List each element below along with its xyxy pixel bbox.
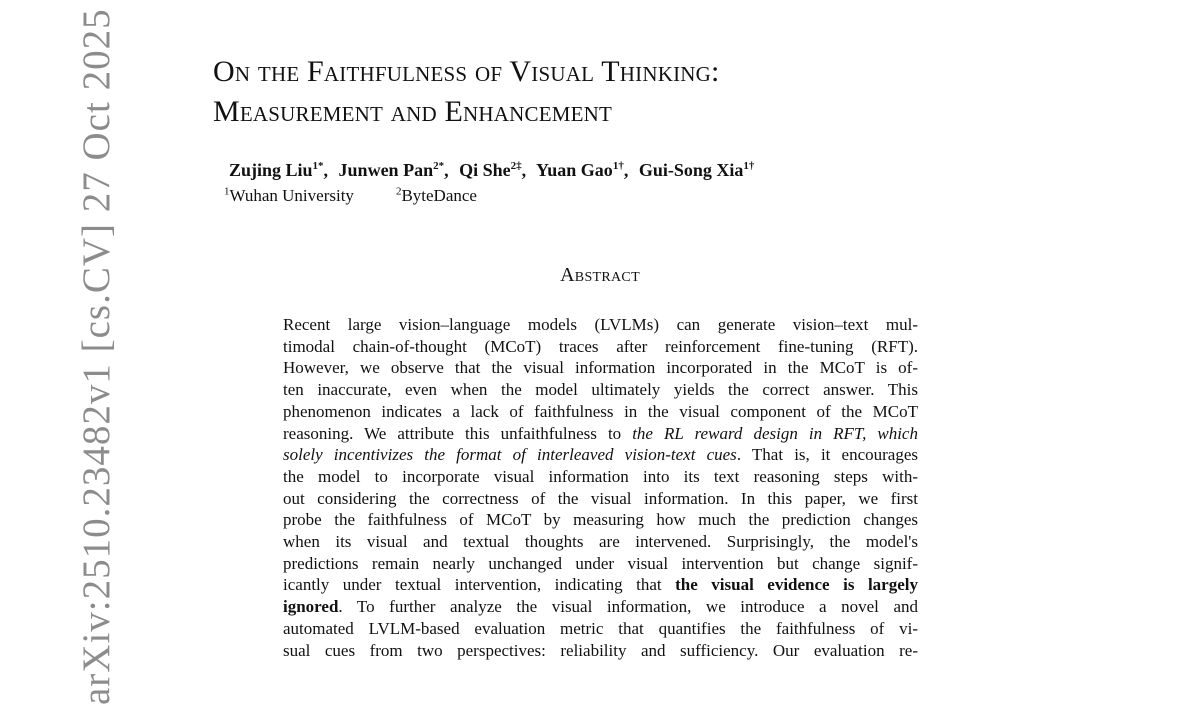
abstract-line <box>283 444 918 466</box>
paper-title-line-1: On the Faithfulness of Visual Thinking: <box>213 55 720 88</box>
affiliation: $^1$Wuhan University <box>224 185 354 205</box>
emphasis-text: solely incentivizes the format of interleaved vision-text cues <box>283 445 737 465</box>
author: Yuan Gao$^{1\dagger}$, <box>535 160 629 180</box>
text-span: . To further analyze the visual information, we introduce a novel and <box>338 597 918 617</box>
abstract-line <box>283 574 918 596</box>
text-span: . That is, it encourages <box>736 445 918 465</box>
bold-text: ignored <box>283 597 339 617</box>
text-span: probe the faithfulness of MCoT by measuring how much the prediction changes <box>283 510 918 530</box>
text-span: Recent large vision–language models (LVLMs) can generate vision–text mul- <box>283 315 918 334</box>
author: Zujing Liu$^{1*}$, <box>229 160 329 180</box>
text-span: icantly under textual intervention, indicating that <box>283 575 676 595</box>
author: Gui-Song Xia$^{1\dagger}$ <box>638 160 755 180</box>
text-span: sual cues from two perspectives: reliability and sufficiency. Our evaluation re- <box>283 640 918 660</box>
text-span: phenomenon indicates a lack of faithfulness in the visual component of the MCoT <box>283 401 918 421</box>
paper-title-line-2: Measurement and Enhancement <box>213 95 613 128</box>
affiliation-list <box>224 185 477 206</box>
abstract-line <box>283 553 918 575</box>
abstract-line <box>283 640 918 662</box>
abstract-line <box>283 401 918 423</box>
abstract-line <box>283 314 918 336</box>
text-span: when its visual and textual thoughts are intervened. Surprisingly, the model's <box>283 532 918 552</box>
abstract-line <box>283 596 918 618</box>
abstract-heading: Abstract <box>560 264 640 286</box>
author: Junwen Pan$^{2*}$, <box>338 160 449 180</box>
text-span: predictions remain nearly unchanged under visual intervention but change signif- <box>283 553 918 573</box>
abstract-line <box>283 531 918 553</box>
abstract-line <box>283 336 918 358</box>
affiliation: $^2$ByteDance <box>395 185 477 205</box>
author-list <box>229 160 760 181</box>
abstract-line <box>283 488 918 510</box>
emphasis-text: the RL reward design in RFT, which <box>632 423 918 443</box>
abstract-line <box>283 618 918 640</box>
text-span: out considering the correctness of the visual information. In this paper, we first <box>283 488 918 508</box>
text-span: However, we observe that the visual information incorporated in the MCoT is of- <box>283 358 918 378</box>
text-span: timodal chain-of-thought (MCoT) traces after reinforcement fine-tuning (RFT). <box>283 336 918 356</box>
abstract-line <box>283 509 918 531</box>
arxiv-identifier-stamp: arXiv:2510.23482v1 [cs.CV] 27 Oct 2025 <box>75 8 118 705</box>
text-span: ten inaccurate, even when the model ultimately yields the correct answer. This <box>283 380 918 400</box>
abstract-line <box>283 466 918 488</box>
abstract-line <box>283 379 918 401</box>
author: Qi She$^{2\ddagger}$, <box>459 160 527 180</box>
bold-text: the visual evidence is largely <box>675 575 918 595</box>
abstract-line <box>283 423 918 445</box>
paper-title <box>213 52 720 132</box>
abstract-body <box>283 314 918 661</box>
text-span: automated LVLM-based evaluation metric that quantifies the faithfulness of vi- <box>283 618 918 638</box>
text-span: the model to incorporate visual information into its text reasoning steps with- <box>283 466 918 486</box>
abstract-line <box>283 357 918 379</box>
text-span: reasoning. We attribute this unfaithfulness to <box>283 423 633 443</box>
